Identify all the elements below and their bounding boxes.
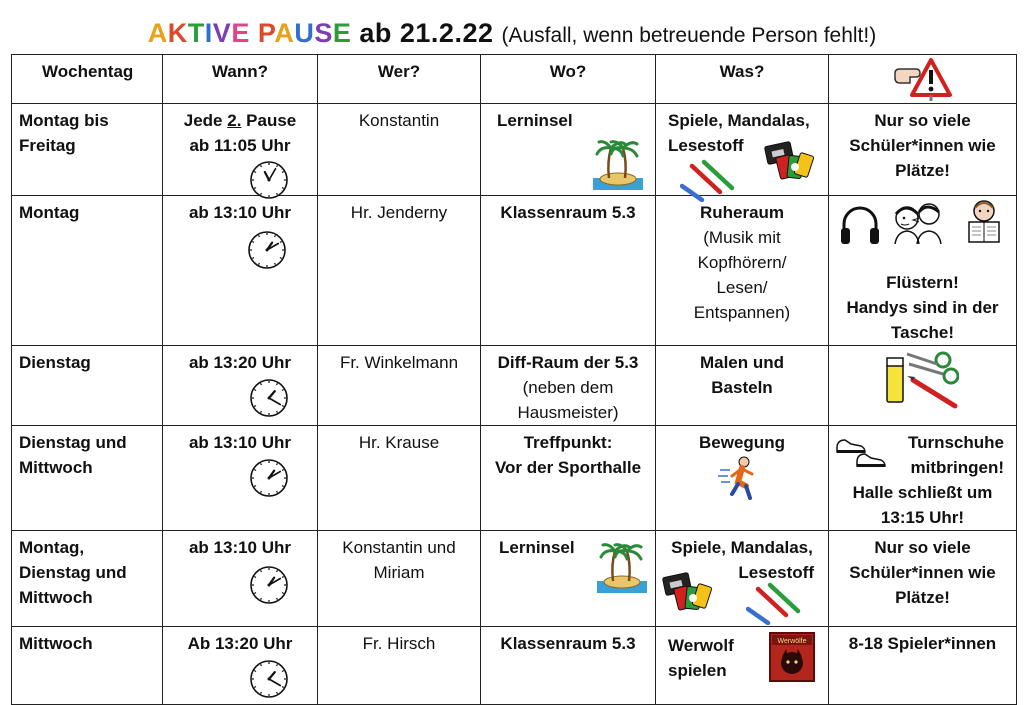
title-date: ab 21.2.22 — [351, 18, 502, 48]
cell-who: Fr. Winkelmann — [318, 346, 481, 426]
title-letter: K — [167, 18, 188, 48]
title-letter: A — [274, 18, 295, 48]
title-letter — [250, 18, 258, 48]
cell-who: Konstantin und Miriam — [318, 531, 481, 627]
title-letter: E — [231, 18, 250, 48]
clock-icon — [249, 458, 289, 498]
cell-what: Ruheraum (Musik mit Kopfhörern/ Lesen/ Entspannen) — [656, 196, 829, 346]
cell-when: Ab 13:20 Uhr — [163, 627, 318, 705]
table-row — [12, 426, 1017, 531]
cell-day: Dienstag — [12, 346, 163, 426]
clock-icon — [249, 378, 289, 418]
title-letter: U — [294, 18, 315, 48]
cell-note: Flüstern! Handys sind in der Tasche! — [829, 196, 1017, 346]
header-row — [12, 55, 1017, 104]
cell-note: Nur so viele Schüler*innen wie Plätze! — [829, 531, 1017, 627]
title-colored-text — [148, 18, 352, 48]
cell-when: ab 13:20 Uhr — [163, 346, 318, 426]
cell-note: Nur so viele Schüler*innen wie Plätze! — [829, 104, 1017, 196]
clock-icon — [249, 160, 289, 200]
island-icon — [597, 537, 647, 597]
cell-who: Fr. Hirsch — [318, 627, 481, 705]
cell-day: Montag, Dienstag und Mittwoch — [12, 531, 163, 627]
headphones-icon — [839, 202, 881, 246]
cell-where: Klassenraum 5.3 — [481, 196, 656, 346]
cell-what: Malen und Basteln — [656, 346, 829, 426]
playing-cards-icon — [662, 571, 712, 615]
cell-who: Hr. Jenderny — [318, 196, 481, 346]
schedule-table — [11, 54, 1017, 705]
playing-cards-icon — [764, 140, 814, 184]
table-row — [12, 531, 1017, 627]
cell-where: Lerninsel — [481, 531, 656, 627]
cell-day: Dienstag und Mittwoch — [12, 426, 163, 531]
cell-what: Werwolf spielen Werwölfe — [656, 627, 829, 705]
cell-when: ab 13:10 Uhr — [163, 531, 318, 627]
running-person-icon — [718, 456, 762, 500]
reading-person-icon — [961, 198, 1007, 244]
cell-day: Mittwoch — [12, 627, 163, 705]
glue-scissors-icon — [885, 350, 959, 410]
clock-icon — [249, 659, 289, 699]
clock-icon — [249, 565, 289, 605]
title-letter: P — [257, 18, 275, 48]
cell-where: Treffpunkt: Vor der Sporthalle — [481, 426, 656, 531]
cell-who: Hr. Krause — [318, 426, 481, 531]
table-row — [12, 196, 1017, 346]
cell-who: Konstantin — [318, 104, 481, 196]
cell-what: Bewegung — [656, 426, 829, 531]
werewolf-box-label: Werwölfe — [777, 638, 807, 645]
header-warning — [829, 55, 1017, 104]
cell-when: ab 13:10 Uhr — [163, 426, 318, 531]
cell-when: ab 13:10 Uhr — [163, 196, 318, 346]
sneakers-icon — [835, 434, 891, 470]
cell-note: Turnschuhe mitbringen! Halle schließt um 13:15 Uhr! — [829, 426, 1017, 531]
island-icon — [593, 134, 643, 194]
whisper-icon — [891, 200, 947, 244]
title-letter: V — [212, 18, 232, 48]
header-who: Wer? — [318, 55, 481, 104]
header-day: Wochentag — [12, 55, 163, 104]
werewolf-game-box-icon — [768, 631, 816, 683]
colored-pencils-icon — [746, 581, 802, 625]
cell-where: Klassenraum 5.3 — [481, 627, 656, 705]
cell-what: Spiele, Mandalas, Lesestoff — [656, 531, 829, 627]
page-title — [0, 18, 1024, 49]
cell-note — [829, 346, 1017, 426]
cell-note: 8-18 Spieler*innen — [829, 627, 1017, 705]
table-row — [12, 627, 1017, 705]
title-note: (Ausfall, wenn betreuende Person fehlt!) — [501, 24, 877, 47]
header-what: Was? — [656, 55, 829, 104]
cell-when: Jede 2. Pause ab 11:05 Uhr — [163, 104, 318, 196]
title-letter: I — [204, 18, 213, 48]
table-row — [12, 346, 1017, 426]
header-where: Wo? — [481, 55, 656, 104]
cell-day: Montag bis Freitag — [12, 104, 163, 196]
warning-pointer-icon — [893, 57, 953, 101]
cell-where: Diff-Raum der 5.3 (neben dem Hausmeister) — [481, 346, 656, 426]
clock-icon — [247, 230, 287, 270]
cell-day: Montag — [12, 196, 163, 346]
title-letter: S — [314, 18, 333, 48]
cell-where: Lerninsel — [481, 104, 656, 196]
title-letter: T — [187, 18, 205, 48]
header-when: Wann? — [163, 55, 318, 104]
title-letter: E — [332, 18, 352, 48]
table-row — [12, 104, 1017, 196]
title-letter: A — [147, 18, 168, 48]
cell-what: Spiele, Mandalas, Lesestoff — [656, 104, 829, 196]
